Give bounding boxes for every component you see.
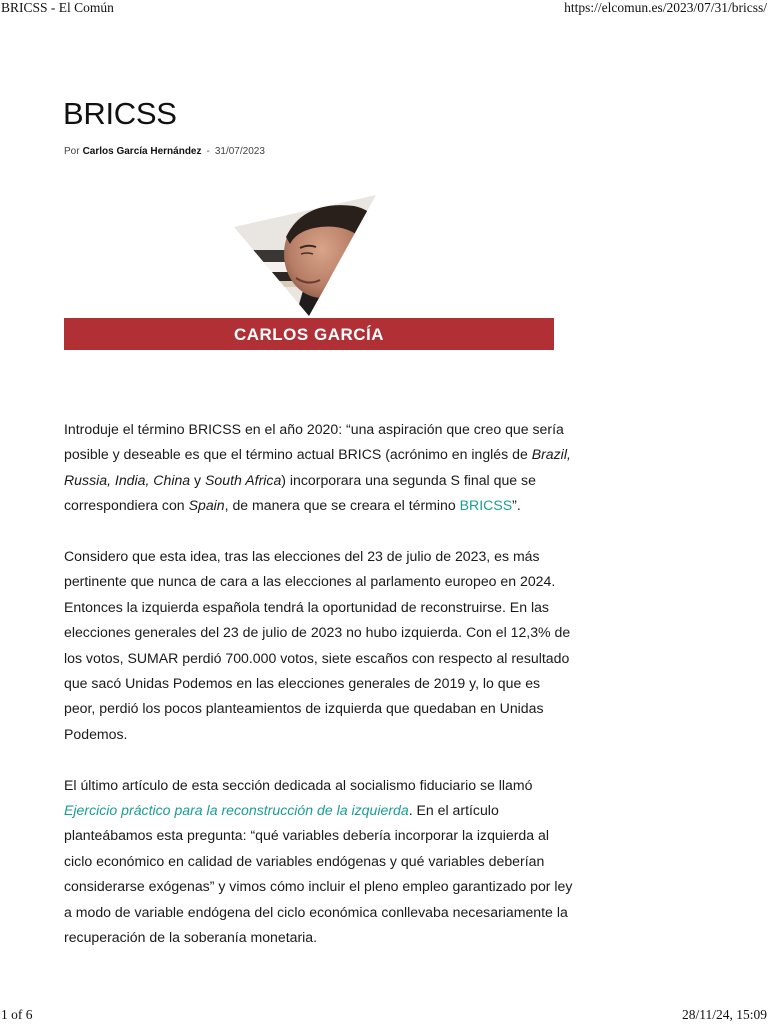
hero-image [64, 192, 554, 352]
print-datetime: 28/11/24, 15:09 [681, 1007, 767, 1022]
publish-date: 31/07/2023 [214, 146, 265, 157]
byline-prefix: Por [64, 146, 80, 157]
ejercicio-practico-link[interactable]: Ejercicio práctico para la reconstrucción de la izquierda [64, 802, 409, 819]
print-header-url: https://elcomun.es/2023/07/31/bricss/ [564, 0, 767, 15]
author-link[interactable]: Carlos García Hernández [82, 146, 202, 157]
paragraph-2: Considero que esta idea, tras las elecciones del 23 de julio de 2023, es más pertinente que nunca de cara a las elecciones al parlamento europeo en 2024. Entonces la izquierda española tendrá la oportunidad de reconstruirse. En las elecciones generales del 23 de julio de 2023 no hubo izquierda. Con el 12,3% de los votos, SUMAR perdió 700.000 votos, siete escaños con respecto al resultado que sacó Unidas Podemos en las elecciones generales de 2019 y, lo que es peor, perdió los pocos planteamientos de izquierda que quedaban en Unidas Podemos. [64, 548, 571, 742]
bricss-link[interactable]: BRICSS [459, 497, 513, 514]
portrait-triangle [224, 192, 384, 322]
paragraph-1: Introduje el término BRICSS en el año 2020: “una aspiración que creo que sería posible y deseable es que el término actual BRICS (acrónimo en inglés de Brazil, Russia, India, China y South Africa) incorporara una segunda S final que se correspondiera con Spain, de manera que se creara el término BRICSS”. [64, 421, 571, 514]
byline-separator: - [206, 146, 210, 157]
article-body [64, 417, 574, 976]
author-banner-text: CARLOS GARCÍA [233, 325, 385, 344]
print-header [0, 0, 768, 16]
page-title: BRICSS [63, 96, 177, 131]
page-count: 1 of 6 [1, 1007, 33, 1022]
author-portrait-graphic [64, 192, 554, 352]
byline [64, 146, 265, 157]
print-header-title: BRICSS - El Común [1, 0, 114, 15]
paragraph-3: El último artículo de esta sección dedicada al socialismo fiduciario se llamó Ejercicio práctico para la reconstrucción de la izquierda. En el artículo planteábamos esta pregunta: “qué variables debería incorporar la izquierda al ciclo económico en calidad de variables endógenas y qué variables deberían considerarse exógenas” y vimos cómo incluir el pleno empleo garantizado por ley a modo de variable endógena del ciclo económica conllevaba necesariamente la recuperación de la soberanía monetaria. [64, 776, 573, 946]
print-footer [0, 1007, 768, 1023]
